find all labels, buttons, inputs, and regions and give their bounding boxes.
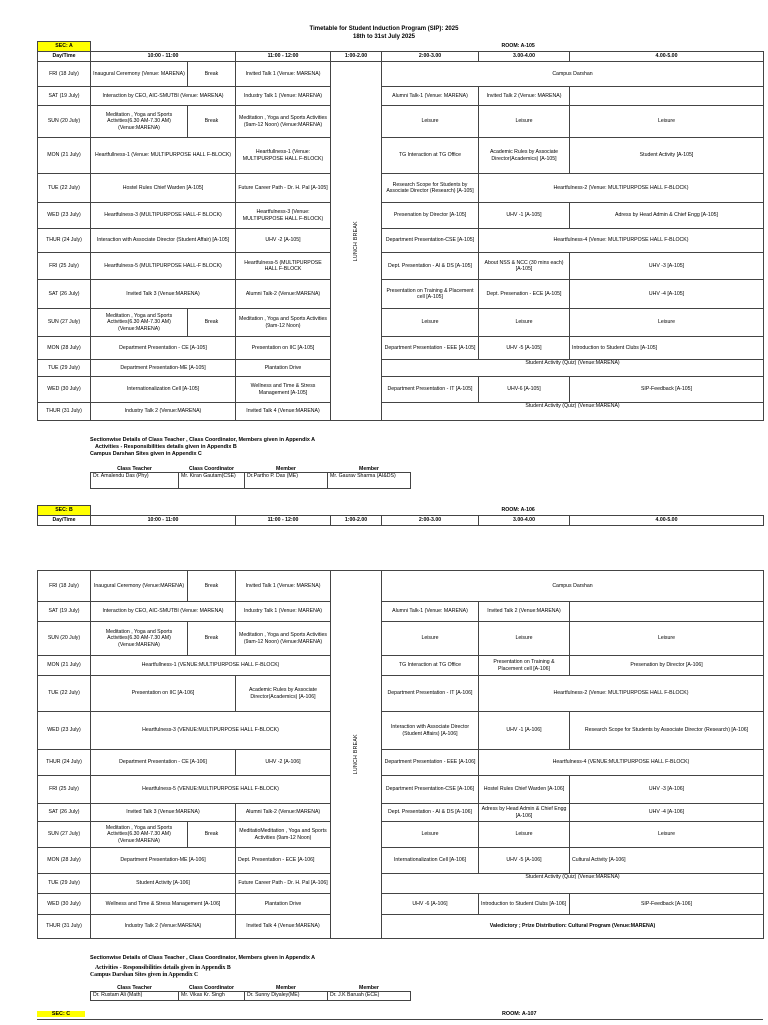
session-cell: Leisure [479,309,570,337]
session-cell: UHV -1 [A-105] [479,203,570,229]
session-cell: SIP-Feedback [A-105] [570,377,764,403]
session-cell: Adress by Head Admin & Chief Engg [A-106] [479,804,570,822]
session-cell: Dept. Presentation - AI & DS [A-106] [382,804,479,822]
session-cell: Department Presentation - IT [A-106] [382,676,479,712]
session-cell: Invited Talk 1 (Venue: MARENA) [236,571,331,602]
session-cell: Introduction to Student Clubs [A-106] [479,894,570,915]
session-cell: Department Presentation - EEE [A-105] [382,337,479,360]
table-row [38,62,764,87]
table-row [38,174,764,203]
header-time-3: 1:00-2.00 [331,516,382,526]
day-cell: FRI (25 July) [38,776,91,804]
day-cell: SUN (27 July) [38,309,91,337]
note-line: Campus Darshan Sites given in Appendix C [90,971,199,978]
note-line: Sectionwise Details of Class Teacher , Class Coordinator, Members given in Appendix A [90,955,316,961]
table-row [38,804,764,822]
session-cell: Department Presentation-ME [A-106] [91,848,236,874]
day-cell: SAT (26 July) [38,804,91,822]
note-line: Activities - Responsibilities details given in Appendix B [95,443,237,450]
session-cell: Interaction by CEO, AIC-SMUTBI (Venue: MARENA) [91,87,236,106]
header-time-6: 4.00-5.00 [570,516,764,526]
column-header: Member [245,985,328,992]
session-cell: Leisure [382,822,479,848]
table-row [38,106,764,138]
section-label: SEC: A [38,42,91,52]
session-cell: Student Activity (Quiz) (Venue:MARENA) [382,403,764,421]
table-row [38,776,764,804]
day-cell: WED (23 July) [38,712,91,750]
class-coordinator-cell: Mr. Kiran Gautam(CSE) [179,473,245,489]
session-cell: Leisure [479,106,570,138]
session-cell: Leisure [479,822,570,848]
notes-section-a [90,437,315,457]
table-row [38,571,764,602]
session-cell: Department Presentation-ME [A-105] [91,360,236,377]
session-cell: About NSS & NCC (30 mins each) [A-105] [479,253,570,280]
session-cell: Presentation on IIC [A-105] [236,337,331,360]
session-cell: Leisure [570,622,764,656]
header-day: Day/Time [38,516,91,526]
class-teacher-cell: Dr. Rustam Ali (Math) [91,992,179,1001]
session-cell: Leisure [479,622,570,656]
session-cell: Hostel Rules Chief Warden [A-105] [91,174,236,203]
column-header: Class Coordinator [179,466,245,473]
session-cell: Valedictory ; Prize Distribution: Cultural Program (Venue:MARENA) [382,915,764,939]
timetable-section-a [37,41,764,421]
table-row [38,602,764,622]
day-cell: WED (30 July) [38,377,91,403]
session-cell: Invited Talk 3 (Venue:MARENA) [91,280,236,309]
note-line: Activities - Responsibilities details given in Appendix B [95,964,231,971]
session-cell: UHV -6 [A-106] [382,894,479,915]
column-header: Class Teacher [91,985,179,992]
table-row [38,87,764,106]
session-cell: UHV -5 [A-106] [479,848,570,874]
session-cell: Dept. Presentation - AI & DS [A-105] [382,253,479,280]
session-cell: UHV -5 [A-105] [479,337,570,360]
break-cell: Break [188,622,236,656]
table-row [38,622,764,656]
day-cell: MON (21 July) [38,138,91,174]
table-row [38,309,764,337]
session-cell: Campus Darshan [382,62,764,87]
session-cell: UHV -3 [A-106] [570,776,764,804]
session-cell: Department Presentation - CE [A-106] [91,750,236,776]
session-cell: Research Scope for Students by Associate Director (Research) [A-105] [382,174,479,203]
class-coordinator-cell: Mr. Vikas Kr. Singh [179,992,245,1001]
session-cell: Cultural Activity [A-106] [570,848,764,874]
note-line: Sectionwise Details of Class Teacher , Class Coordinator, Members given in Appendix A [90,437,316,443]
session-cell: Heartfulness-3 (Venue: MULTIPURPOSE HALL F-BLOCK) [236,203,331,229]
header-day: Day/Time [38,52,91,62]
notes-section-b [90,955,315,979]
table-row [38,203,764,229]
session-cell: Hostel Rules Chief Warden [A-106] [479,776,570,804]
session-cell: TG Interaction at TG Office [382,656,479,676]
session-cell: Interaction with Associate Director (Student Affair) [A-105] [91,229,236,253]
session-cell: Invited Talk 2 (Venue:MARENA) [479,602,570,622]
day-cell: MON (21 July) [38,656,91,676]
session-cell: Alumni Talk-1 (Venue: MARENA) [382,602,479,622]
session-cell: Future Career Path - Dr. H. Pal [A-105] [236,174,331,203]
session-cell: Heartfulness-3 (MULTIPURPOSE HALL-F BLOCK) [91,203,236,229]
session-cell: UHV -1 [A-106] [479,712,570,750]
class-team-table-a [90,466,411,489]
member-cell: Mr. Gaurav Sharma (AI&DS) [328,473,411,489]
session-cell: Heartfullness-1 (Venue: MULTIPURPOSE HALL F-BLOCK) [91,138,236,174]
table-row [38,712,764,750]
session-cell: Interaction with Associate Director (Student Affairs) [A-106] [382,712,479,750]
session-cell: UHV-6 [A-105] [479,377,570,403]
session-cell: Invited Talk 4 (Venue:MARENA) [236,403,331,421]
table-row [38,656,764,676]
day-cell: THUR (24 July) [38,229,91,253]
session-cell: Student Activity (Quiz) (Venue:MARENA) [382,360,764,377]
session-cell: Academic Rules by Associate Director(Academics) [A-105] [479,138,570,174]
column-header: Member [328,985,411,992]
session-cell: Introduction to Student Clubs [A-105] [570,337,764,360]
day-cell: TUE (29 July) [38,874,91,894]
session-cell: Department Presentation-CSE [A-105] [382,229,479,253]
session-cell: Meditation , Yoga and Sports Activities (9am-12 Noon) (Venue:MARENA) [236,106,331,138]
section-label: SEC: B [38,506,91,516]
session-cell: Heartfulness-3 (VENUE:MULTIPURPOSE HALL F-BLOCK) [91,712,331,750]
room-label: ROOM: A-105 [501,43,535,50]
session-cell: Plantation Drive [236,360,331,377]
session-cell: Inaugural Ceremony (Venue: MARENA) [91,62,188,87]
header-time-1: 10:00 - 11:00 [91,516,236,526]
session-cell: Leisure [570,822,764,848]
day-cell: TUE (29 July) [38,360,91,377]
page-subtitle: 18th to 31st July 2025 [352,34,416,40]
session-cell: Industry Talk 1 (Venue: MARENA) [236,602,331,622]
session-cell: Meditation , Yoga and Sports Activities(6.30 AM-7.30 AM) (Venue:MARENA) [91,106,188,138]
lunch-break-cell: LUNCH BREAK [331,571,382,939]
session-cell: Heartfulness-4 (Venue: MULTIPURPOSE HALL F-BLOCK) [479,229,764,253]
day-cell: SAT (19 July) [38,87,91,106]
day-cell: FRI (18 July) [38,571,91,602]
session-cell: Industry Talk 2 (Venue:MARENA) [91,915,236,939]
day-cell: MON (28 July) [38,337,91,360]
day-cell: THUR (24 July) [38,750,91,776]
member-cell: Dr. Sunny Diyaley(ME) [245,992,328,1001]
timetable-section-b [37,570,764,939]
session-cell: Leisure [382,622,479,656]
session-cell: UHV -4 [A-105] [570,280,764,309]
session-cell: Invited Talk 3 (Venue:MARENA) [91,804,236,822]
column-header: Member [328,466,411,473]
member-cell: Dr.Partho P. Das (ME) [245,473,328,489]
column-header: Member [245,466,328,473]
class-teacher-cell: Dr. Amalendu Das (Phy) [91,473,179,489]
session-cell: Invited Talk 1 (Venue: MARENA) [236,62,331,87]
day-cell: WED (23 July) [38,203,91,229]
empty-cell [570,87,764,106]
table-row [38,229,764,253]
session-cell: Wellness and Time & Stress Management [A-105] [236,377,331,403]
session-cell: Plantation Drive [236,894,331,915]
break-cell: Break [188,106,236,138]
room-label: ROOM: A-106 [501,507,535,514]
page-title: Timetable for Student Induction Program (SIP): 2025 [309,26,459,32]
day-cell: THUR (31 July) [38,915,91,939]
table-row [38,280,764,309]
table-row [38,360,764,377]
table-row [38,750,764,776]
class-team-table-b [90,985,411,1001]
session-cell: Presenation by Director [A-105] [382,203,479,229]
day-cell: WED (30 July) [38,894,91,915]
session-cell: Leisure [382,309,479,337]
session-cell: Heartfulness-2 (Venue: MULTIPURPOSE HALL F-BLOCK) [479,174,764,203]
day-cell: TUE (22 July) [38,676,91,712]
session-cell: TG Interaction at TG Office [382,138,479,174]
session-cell: Internationalization Cell [A-106] [382,848,479,874]
day-cell: TUE (22 July) [38,174,91,203]
session-cell: Leisure [570,309,764,337]
table-row [38,915,764,939]
table-row [38,848,764,874]
day-cell: SUN (20 July) [38,622,91,656]
break-cell: Break [188,822,236,848]
session-cell: SIP-Feedback [A-106] [570,894,764,915]
session-cell: Industry Talk 1 (Venue: MARENA) [236,87,331,106]
session-cell: Interaction by CEO, AIC-SMUTBI (Venue: MARENA) [91,602,236,622]
day-cell: SAT (26 July) [38,280,91,309]
day-cell: MON (28 July) [38,848,91,874]
session-cell: Student Activity (Quiz) (Venue:MARENA) [382,874,764,894]
member-cell: Dr. J.K Baruah (ECE) [328,992,411,1001]
session-cell: Heartfullness-1 (Venue: MULTIPURPOSE HALL F-BLOCK) [236,138,331,174]
session-cell: MeditatioMeditation , Yoga and Sports Activities (9am-12 Noon) [236,822,331,848]
section-label: SEC: C [37,1011,85,1017]
table-row [38,253,764,280]
header-time-3: 1:00-2.00 [331,52,382,62]
header-time-4: 2:00-3.00 [382,52,479,62]
table-row [38,337,764,360]
session-cell: Meditation , Yoga and Sports Activities (9am-12 Noon) (Venue:MARENA) [236,622,331,656]
day-cell: SUN (27 July) [38,822,91,848]
table-row [38,894,764,915]
table-row [38,138,764,174]
session-cell: Invited Talk 2 (Venue: MARENA) [479,87,570,106]
day-cell: FRI (18 July) [38,62,91,87]
session-cell: UHV -4 [A-106] [570,804,764,822]
session-cell: Leisure [570,106,764,138]
session-cell: Department Presentation - CE [A-105] [91,337,236,360]
note-line: Campus Darshan Sites given in Appendix C [90,450,202,457]
session-cell: Presentation on IIC [A-106] [91,676,236,712]
session-cell: Presentation on Training & Placement cell [A-106] [479,656,570,676]
session-cell: Adress by Head Admin & Chief Engg [A-105] [570,203,764,229]
day-cell: FRI (25 July) [38,253,91,280]
table-row [38,676,764,712]
session-cell: Meditation , Yoga and Sports Activities (9am-12 Noon) [236,309,331,337]
section-c-header [37,1011,763,1019]
session-cell: Presenation by Director [A-106] [570,656,764,676]
table-row [38,377,764,403]
session-cell: Invited Talk 4 (Venue:MARENA) [236,915,331,939]
session-cell: Alumni Talk-1 (Venue: MARENA) [382,87,479,106]
timetable-section-b-header [37,505,764,526]
table-row [38,403,764,421]
session-cell: Internationalization Cell [A-105] [91,377,236,403]
session-cell: Student Activity [A-105] [570,138,764,174]
section-c-table-edge [37,1019,763,1025]
day-cell: SAT (19 July) [38,602,91,622]
break-cell: Break [188,309,236,337]
session-cell: Meditation , Yoga and Sports Activities(6.30 AM-7.30 AM) (Venue:MARENA) [91,622,188,656]
session-cell: Dept. Presentation - ECE [A-106] [236,848,331,874]
session-cell: Dept. Presenation - ECE [A-105] [479,280,570,309]
session-cell: Heartfulness-5 (VENUE:MULTIPURPOSE HALL F-BLOCK) [91,776,331,804]
session-cell: Wellness and Time & Stress Management [A-106] [91,894,236,915]
session-cell: Department Presentation - EEE [A-106] [382,750,479,776]
session-cell: Campus Darshan [382,571,764,602]
session-cell: Heartfulness-2 (Venue: MULTIPURPOSE HALL F-BLOCK) [479,676,764,712]
session-cell: Leisure [382,106,479,138]
session-cell: Presentation on Training & Placement cell [A-105] [382,280,479,309]
session-cell: Inaugural Ceremony (Venue:MARENA) [91,571,188,602]
session-cell: Department Presentation - IT [A-105] [382,377,479,403]
session-cell: Industry Talk 2 (Venue:MARENA) [91,403,236,421]
column-header: Class Teacher [91,466,179,473]
break-cell: Break [188,62,236,87]
session-cell: UHV -2 [A-106] [236,750,331,776]
break-cell: Break [188,571,236,602]
session-cell: Alumni Talk-2 (Venue:MARENA) [236,280,331,309]
session-cell: UHV -2 [A-105] [236,229,331,253]
header-time-5: 3.00-4.00 [479,52,570,62]
header-time-4: 2:00-3.00 [382,516,479,526]
session-cell: Meditation , Yoga and Sports Activities(6.30 AM-7.30 AM) (Venue:MARENA) [91,309,188,337]
session-cell: Alumni Talk-2 (Venue:MARENA) [236,804,331,822]
header-time-5: 3.00-4.00 [479,516,570,526]
header-time-2: 11:00 - 12:00 [236,52,331,62]
table-row [38,822,764,848]
session-cell: Student Activity [A-106] [91,874,236,894]
day-cell: SUN (20 July) [38,106,91,138]
empty-cell [570,602,764,622]
table-row [38,874,764,894]
header-time-6: 4.00-5.00 [570,52,764,62]
session-cell: Heartfullness-1 (VENUE:MULTIPURPOSE HALL F-BLOCK) [91,656,331,676]
header-time-1: 10:00 - 11:00 [91,52,236,62]
header-time-2: 11:00 - 12:00 [236,516,331,526]
session-cell: Future Career Path - Dr. H. Pal [A-106] [236,874,331,894]
day-cell: THUR (31 July) [38,403,91,421]
session-cell: UHV -3 [A-105] [570,253,764,280]
session-cell: Heartfulness-5 (MULTIPURPOSE HALL-F BLOCK) [91,253,236,280]
session-cell: Heartfulness-4 (VENUE:MULTIPURPOSE HALL F-BLOCK) [479,750,764,776]
lunch-break-cell: LUNCH BREAK [331,62,382,421]
room-label: ROOM: A-107 [502,1011,537,1017]
session-cell: Research Scope for Students by Associate Director (Research) [A-106] [570,712,764,750]
session-cell: Academic Rules by Associate Director(Academics) [A-106] [236,676,331,712]
column-header: Class Coordinator [179,985,245,992]
session-cell: Meditation , Yoga and Sports Activities(6.30 AM-7.30 AM) (Venue:MARENA) [91,822,188,848]
session-cell: Heartfulness-5 (MULTIPURPOSE HALL F-BLOCK [236,253,331,280]
session-cell: Department Presentation-CSE [A-106] [382,776,479,804]
